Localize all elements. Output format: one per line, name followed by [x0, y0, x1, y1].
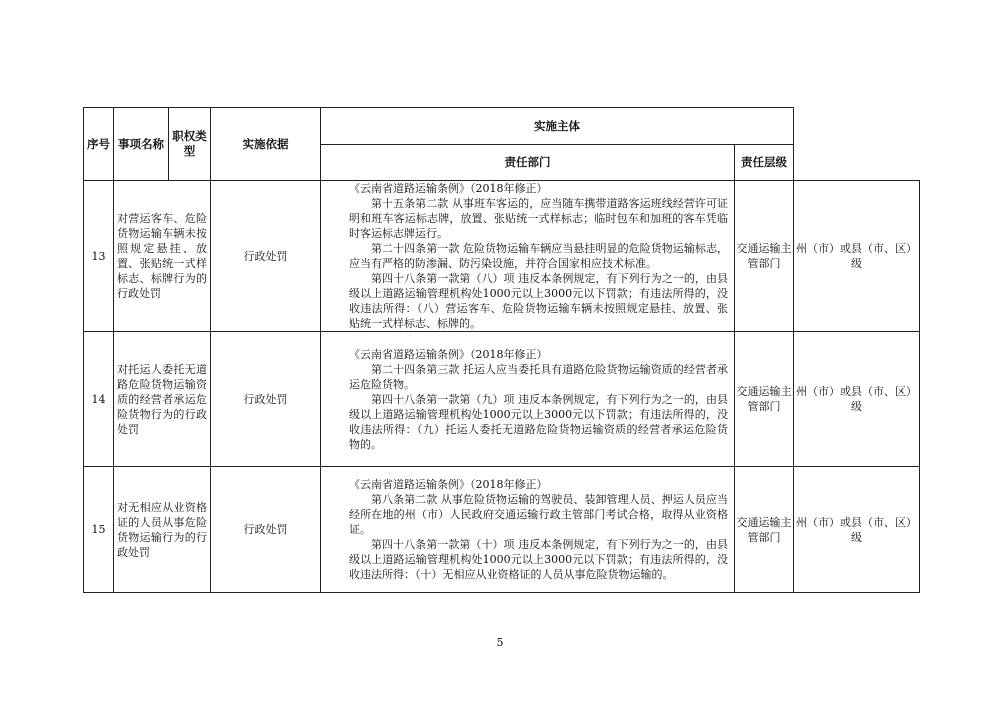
row-level: 州（市）或县（市、区）级 — [794, 332, 920, 467]
basis-title: 《云南省道路运输条例》（2018年修正） — [349, 182, 548, 195]
basis-clause: 第四十八条第一款第（十）项 违反本条例规定，有下列行为之一的，由县级以上道路运输管理机构处1000元以上3000元以下罚款；有违法所得的，没收违法所得：（十）无相应从业资格证的人员从事危险货物运输的。 — [349, 538, 728, 581]
header-level: 责任层级 — [735, 145, 794, 181]
row-type: 行政处罚 — [211, 181, 321, 332]
row-type: 行政处罚 — [211, 332, 321, 467]
header-subject: 实施主体 — [321, 108, 794, 145]
header-dept: 责任部门 — [321, 145, 735, 181]
basis-clause: 第二十四条第一款 危险货物运输车辆应当悬挂明显的危险货物运输标志，应当有严格的防渗漏、防污染设施，并符合国家相应技术标准。 — [349, 242, 728, 270]
header-seq: 序号 — [84, 108, 114, 181]
row-level: 州（市）或县（市、区）级 — [794, 467, 920, 593]
row-dept: 交通运输主管部门 — [735, 332, 794, 467]
row-seq: 14 — [84, 332, 114, 467]
basis-clause: 第四十八条第一款第（九）项 违反本条例规定，有下列行为之一的，由县级以上道路运输管理机构处1000元以上3000元以下罚款；有违法所得的，没收违法所得：（九）托运人委托无道路危险货物运输资质的经营者承运危险货物的。 — [349, 392, 728, 451]
row-level: 州（市）或县（市、区）级 — [794, 181, 920, 332]
row-name: 对托运人委托无道路危险货物运输资质的经营者承运危险货物行为的行政处罚 — [114, 332, 211, 467]
row-dept: 交通运输主管部门 — [735, 467, 794, 593]
basis-title: 《云南省道路运输条例》（2018年修正） — [349, 478, 548, 491]
row-seq: 15 — [84, 467, 114, 593]
enforcement-items-table — [83, 107, 920, 593]
basis-clause: 第四十八条第一款第（八）项 违反本条例规定，有下列行为之一的，由县级以上道路运输管理机构处1000元以上3000元以下罚款；有违法所得的，没收违法所得：（八）营运客车、危险货物运输车辆未按照规定悬挂、放置、张贴统一式样标志、标牌的。 — [349, 272, 728, 330]
row-basis — [321, 467, 735, 593]
table-row — [84, 181, 920, 332]
header-type: 职权类型 — [169, 108, 211, 181]
row-basis — [321, 181, 735, 332]
row-dept: 交通运输主管部门 — [735, 181, 794, 332]
row-seq: 13 — [84, 181, 114, 332]
row-basis — [321, 332, 735, 467]
page-number: 5 — [496, 636, 504, 649]
row-name: 对营运客车、危险货物运输车辆未按照规定悬挂、放置、张贴统一式样标志、标牌行为的行政处罚 — [114, 181, 211, 332]
table-row — [84, 332, 920, 467]
basis-clause: 第八条第二款 从事危险货物运输的驾驶员、装卸管理人员、押运人员应当经所在地的州（市）人民政府交通运输行政主管部门考试合格，取得从业资格证。 — [349, 493, 728, 536]
row-type: 行政处罚 — [211, 467, 321, 593]
basis-title: 《云南省道路运输条例》（2018年修正） — [349, 347, 548, 361]
header-name: 事项名称 — [114, 108, 169, 181]
row-name: 对无相应从业资格证的人员从事危险货物运输行为的行政处罚 — [114, 467, 211, 593]
header-basis: 实施依据 — [211, 108, 321, 181]
basis-clause: 第二十四条第三款 托运人应当委托具有道路危险货物运输资质的经营者承运危险货物。 — [349, 362, 728, 391]
table-row — [84, 467, 920, 593]
basis-clause: 第十五条第二款 从事班车客运的，应当随车携带道路客运班线经营许可证明和班车客运标志牌，放置、张贴统一式样标志；临时包车和加班的客车凭临时客运标志牌运行。 — [349, 197, 728, 240]
